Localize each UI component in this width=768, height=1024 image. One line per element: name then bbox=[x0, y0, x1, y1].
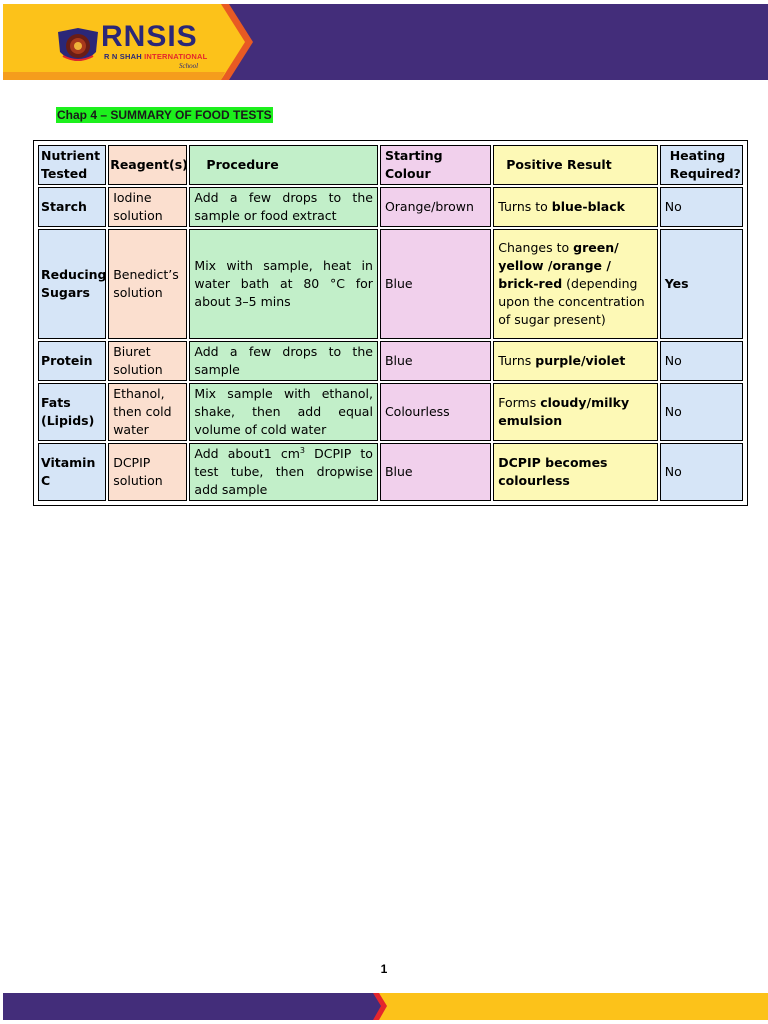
school-emblem-icon bbox=[55, 26, 101, 68]
procedure-superscript: 3 bbox=[299, 445, 306, 455]
procedure-cell: Add a few drops to the sample or food extract bbox=[189, 187, 378, 227]
header-banner bbox=[3, 4, 768, 80]
reagent-cell bbox=[108, 383, 187, 441]
reagent-line1: DCPIP bbox=[113, 455, 151, 470]
table-row bbox=[38, 383, 743, 441]
table-header-row bbox=[38, 145, 743, 185]
header-positive-result: Positive Result bbox=[493, 145, 657, 185]
nutrient-cell bbox=[38, 229, 106, 339]
nutrient-cell: Starch bbox=[38, 187, 106, 227]
table-row bbox=[38, 443, 743, 501]
footer-banner bbox=[3, 993, 768, 1020]
header-procedure: Procedure bbox=[189, 145, 378, 185]
result-bold: green/ yellow /orange / brick-red bbox=[498, 240, 619, 291]
header-nutrient-line1: Nutrient bbox=[41, 148, 101, 163]
header-starting-colour bbox=[380, 145, 491, 185]
nutrient-cell bbox=[38, 443, 106, 501]
logo-subtitle-part1: R N SHAH bbox=[104, 52, 145, 61]
reagent-line2: solution bbox=[113, 362, 163, 377]
reagent-cell bbox=[108, 187, 187, 227]
heating-cell: No bbox=[660, 341, 743, 381]
positive-result-cell bbox=[493, 341, 657, 381]
heating-cell: Yes bbox=[660, 229, 743, 339]
reagent-line1: Iodine bbox=[113, 190, 152, 205]
reagent-line2: solution bbox=[113, 208, 163, 223]
starting-colour-cell: Orange/brown bbox=[380, 187, 491, 227]
heating-cell: No bbox=[660, 443, 743, 501]
result-text: Turns bbox=[498, 353, 536, 368]
starting-colour-cell: Blue bbox=[380, 229, 491, 339]
page-number: 1 bbox=[380, 962, 388, 976]
result-bold: DCPIP becomes colourless bbox=[498, 455, 608, 488]
procedure-text-tail: DCPIP to test tube, then dropwise add sample bbox=[194, 446, 373, 497]
logo-title: RNSIS bbox=[101, 20, 198, 53]
logo-subtitle-part2: INTERNATIONAL bbox=[144, 52, 208, 61]
positive-result-cell bbox=[493, 443, 657, 501]
result-text: Changes to bbox=[498, 240, 574, 255]
table-row bbox=[38, 229, 743, 339]
reagent-cell bbox=[108, 229, 187, 339]
reagent-line3: water bbox=[113, 422, 149, 437]
result-text: Forms bbox=[498, 395, 541, 410]
reagent-line2: solution bbox=[113, 285, 163, 300]
nutrient-line1: Fats bbox=[41, 395, 71, 410]
reagent-line1: Ethanol, bbox=[113, 386, 165, 401]
positive-result-cell bbox=[493, 229, 657, 339]
nutrient-line2: (Lipids) bbox=[41, 413, 95, 428]
nutrient-cell: Protein bbox=[38, 341, 106, 381]
starting-colour-cell: Colourless bbox=[380, 383, 491, 441]
header-reagent: Reagent(s) bbox=[108, 145, 187, 185]
reagent-cell bbox=[108, 341, 187, 381]
food-tests-table bbox=[36, 143, 745, 503]
result-bold: cloudy/milky emulsion bbox=[498, 395, 630, 428]
header-starting-line1: Starting bbox=[384, 148, 443, 163]
procedure-cell: Mix sample with ethanol, shake, then add equal volume of cold water bbox=[189, 383, 378, 441]
positive-result-cell bbox=[493, 383, 657, 441]
header-nutrient-line2: Tested bbox=[41, 166, 88, 181]
starting-colour-cell: Blue bbox=[380, 443, 491, 501]
result-bold: purple/violet bbox=[535, 353, 626, 368]
heating-cell: No bbox=[660, 187, 743, 227]
header-nutrient bbox=[38, 145, 106, 185]
header-heating-line1: Heating bbox=[669, 148, 726, 163]
logo-school: School bbox=[179, 62, 199, 70]
reagent-cell bbox=[108, 443, 187, 501]
logo-subtitle bbox=[104, 52, 207, 61]
procedure-cell bbox=[189, 443, 378, 501]
chapter-title: Chap 4 – SUMMARY OF FOOD TESTS bbox=[57, 108, 272, 122]
nutrient-line1: Reducing bbox=[41, 267, 107, 282]
table-row bbox=[38, 341, 743, 381]
nutrient-line2: Sugars bbox=[41, 285, 90, 300]
footer-graphic bbox=[3, 993, 768, 1020]
starting-colour-cell: Blue bbox=[380, 341, 491, 381]
procedure-text: Add about1 cm bbox=[194, 446, 300, 461]
result-text-tail: (depending upon the concentration of sugar present) bbox=[498, 276, 645, 327]
result-bold: blue-black bbox=[551, 199, 625, 214]
reagent-line1: Biuret bbox=[113, 344, 151, 359]
header-heating bbox=[660, 145, 743, 185]
reagent-line1: Benedict’s bbox=[113, 267, 179, 282]
procedure-cell: Add a few drops to the sample bbox=[189, 341, 378, 381]
result-text: Turns to bbox=[498, 199, 552, 214]
food-tests-table-frame bbox=[33, 140, 748, 506]
nutrient-cell bbox=[38, 383, 106, 441]
reagent-line2: solution bbox=[113, 473, 163, 488]
header-heating-line2: Required? bbox=[669, 166, 741, 181]
positive-result-cell bbox=[493, 187, 657, 227]
nutrient-line1: Vitamin bbox=[41, 455, 96, 470]
header-starting-line2: Colour bbox=[384, 166, 431, 181]
nutrient-line2: C bbox=[41, 473, 51, 488]
heating-cell: No bbox=[660, 383, 743, 441]
table-row bbox=[38, 187, 743, 227]
procedure-cell: Mix with sample, heat in water bath at 80 °C for about 3–5 mins bbox=[189, 229, 378, 339]
reagent-line2: then cold bbox=[113, 404, 172, 419]
